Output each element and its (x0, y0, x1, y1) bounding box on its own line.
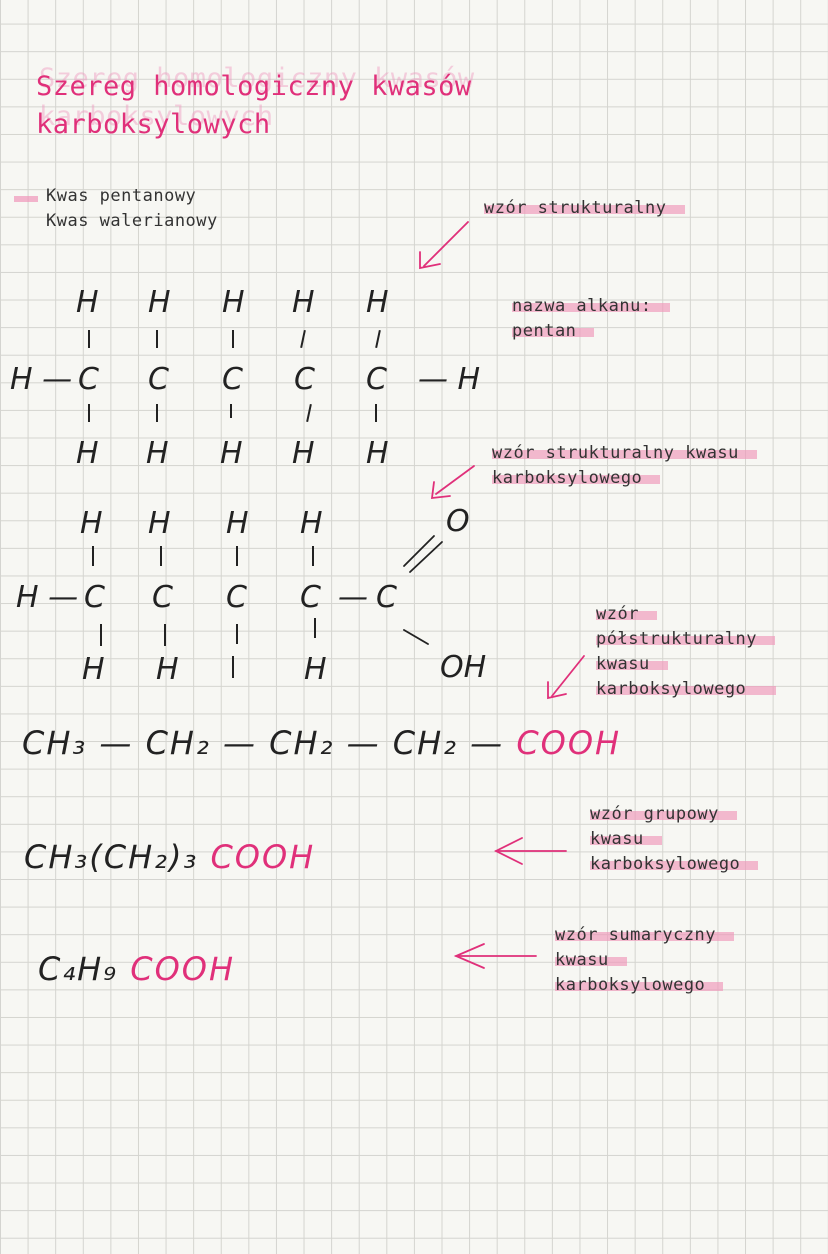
atom-h: H (304, 652, 327, 687)
atom-h: H (220, 436, 243, 471)
atom-h: H (82, 652, 105, 687)
bond-cc: — (338, 580, 368, 615)
atom-h: H (292, 436, 315, 471)
atom-c: C (226, 580, 247, 615)
single-bond (404, 630, 428, 644)
group-cooh: COOH (210, 838, 316, 876)
note-alkane-name: nazwa alkanu: pentan (512, 294, 670, 344)
bond-h-left: H — (10, 362, 73, 397)
note-structural: wzór strukturalny (484, 196, 685, 221)
atom-h: H (146, 436, 169, 471)
semi-cooh: COOH (516, 724, 622, 762)
atom-h: H (292, 285, 315, 320)
atom-h: H (366, 285, 389, 320)
note-acid-structural: wzór strukturalny kwasu karboksylowego (492, 441, 757, 491)
sum-formula (38, 950, 235, 988)
atom-h: H (222, 285, 245, 320)
atom-h: H (226, 506, 249, 541)
bond-h-left: H — (16, 580, 79, 615)
atom-c: C (78, 362, 99, 397)
semi-chain: CH₃ — CH₂ — CH₂ — CH₂ — (22, 724, 505, 762)
title-line-2: karboksylowych (36, 109, 271, 140)
note-semi-structural: wzór półstrukturalny kwasu karboksylowego (596, 602, 776, 702)
atom-c: C (300, 580, 321, 615)
sum-chain: C₄H₉ (38, 950, 119, 988)
sum-cooh: COOH (130, 950, 236, 988)
arrow-icon (496, 838, 566, 864)
note-group-formula: wzór grupowy kwasu karboksylowego (590, 802, 758, 877)
atom-h: H (300, 506, 323, 541)
atom-h: H (148, 285, 171, 320)
arrow-icon (548, 656, 584, 698)
atom-h: H (80, 506, 103, 541)
bond-h-right: — H (418, 362, 481, 397)
atom-o: O (446, 504, 470, 539)
arrow-icon (456, 944, 536, 968)
group-formula (24, 838, 315, 876)
atom-h: H (76, 436, 99, 471)
atom-c: C (84, 580, 105, 615)
acid-name-pentanoic: Kwas pentanowy (46, 186, 197, 206)
atom-c: C (376, 580, 397, 615)
group-chain: CH₃(CH₂)₃ (24, 838, 199, 876)
arrow-icon (420, 222, 468, 268)
acid-name-valeric: Kwas walerianowy (46, 211, 218, 231)
atom-h: H (156, 652, 179, 687)
atom-c: C (294, 362, 315, 397)
title-line-1: Szereg homologiczny kwasów (36, 71, 472, 102)
atom-h: H (148, 506, 171, 541)
atom-c: C (222, 362, 243, 397)
atom-h: H (76, 285, 99, 320)
double-bond (404, 536, 442, 572)
group-oh: OH (440, 650, 487, 685)
arrow-icon (432, 466, 474, 498)
atom-c: C (152, 580, 173, 615)
note-sum-formula: wzór sumaryczny kwasu karboksylowego (555, 923, 734, 998)
atom-c: C (148, 362, 169, 397)
atom-c: C (366, 362, 387, 397)
semi-structural-formula (22, 724, 621, 762)
atom-h: H (366, 436, 389, 471)
